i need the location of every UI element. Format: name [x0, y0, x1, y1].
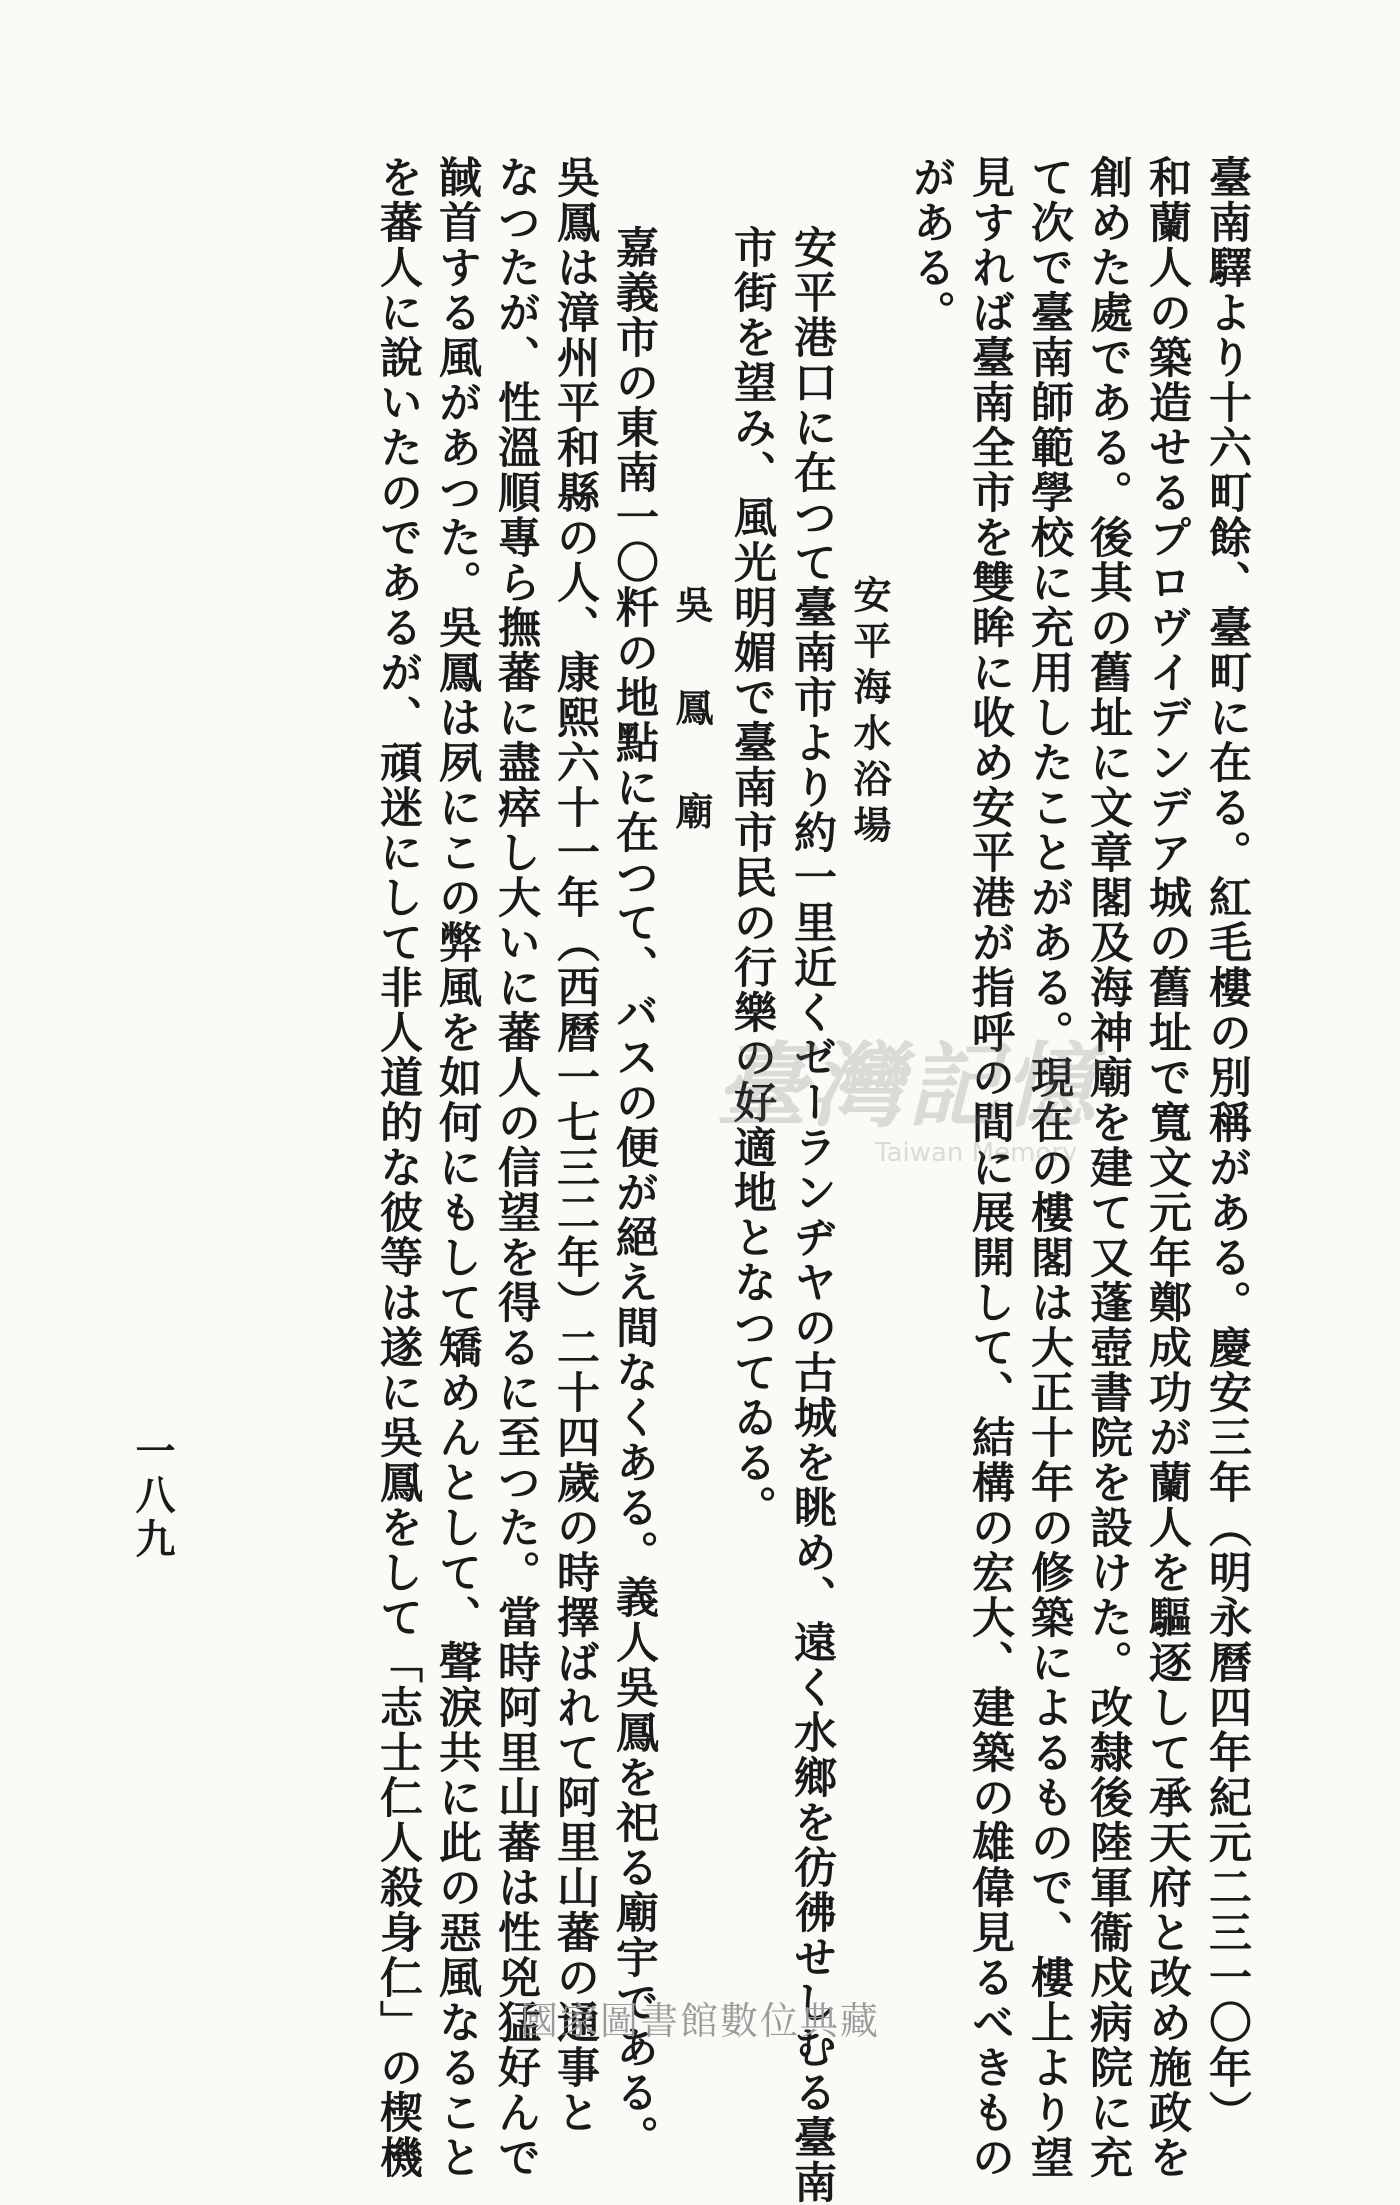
- text-column-1: 臺南驛より十六町餘、臺町に在る。紅毛樓の別稱がある。慶安三年（明永曆四年紀元二三一〇年）: [1202, 155, 1252, 2135]
- text-column-6: がある。: [906, 155, 956, 335]
- text-column-12: 馘首する風があつた。吳鳳は夙にこの弊風を如何にもして矯めんとして、聲淚共に此の惡風なること: [432, 155, 482, 2180]
- page-number: 一八九: [129, 1430, 176, 1562]
- text-column-2: 和蘭人の築造せるプロヴイデンデア城の舊址で寬文元年鄭成功が蘭人を驅逐して承天府と改め施政を: [1142, 155, 1192, 2180]
- text-column-7: 安平港口に在つて臺南市より約一里近くゼーランヂヤの古城を眺め、遠く水鄉を彷彿せしむる臺南: [787, 225, 837, 2205]
- text-column-11: なつたが、性溫順專ら撫蕃に盡瘁し大いに蕃人の信望を得るに至つた。當時阿里山蕃は性兇猛好んで: [491, 155, 541, 2180]
- section-heading-wufeng: 吳 鳳 廟: [669, 585, 713, 856]
- text-column-3: 創めた處である。後其の舊址に文章閣及海神廟を建て又蓬壺書院を設けた。改隸後陸軍衞戍病院に充: [1083, 155, 1133, 2180]
- text-column-9: 嘉義市の東南一〇粁の地點に在つて、バスの便が絕え間なくある。義人吳鳳を祀る廟宇である。: [609, 225, 659, 2160]
- watermark-logo: 臺灣記憶 Taiwan Memory: [715, 1032, 1100, 1168]
- footer-collection-label: 國家圖書館數位典藏: [519, 1999, 880, 2043]
- text-column-5: 見すれば臺南全市を雙眸に收め安平港が指呼の間に展開して、結構の宏大、建築の雄偉見るべきもの: [965, 155, 1015, 2180]
- text-column-8: 市街を望み、風光明媚で臺南市民の行樂の好適地となつてゐる。: [727, 225, 777, 1530]
- text-column-4: て次で臺南師範學校に充用したことがある。現在の樓閣は大正十年の修築によるもので、樓上より望: [1024, 155, 1074, 2180]
- text-column-10: 吳鳳は漳州平和縣の人、康熙六十一年（西曆一七三二年）二十四歲の時擇ばれて阿里山蕃の通事と: [550, 155, 600, 2135]
- section-heading-anping: 安平海水浴場: [847, 575, 891, 851]
- text-column-13: を蕃人に說いたのであるが、頑迷にして非人道的な彼等は遂に吳鳳をして「志士仁人殺身仁」の楔機: [373, 155, 423, 2180]
